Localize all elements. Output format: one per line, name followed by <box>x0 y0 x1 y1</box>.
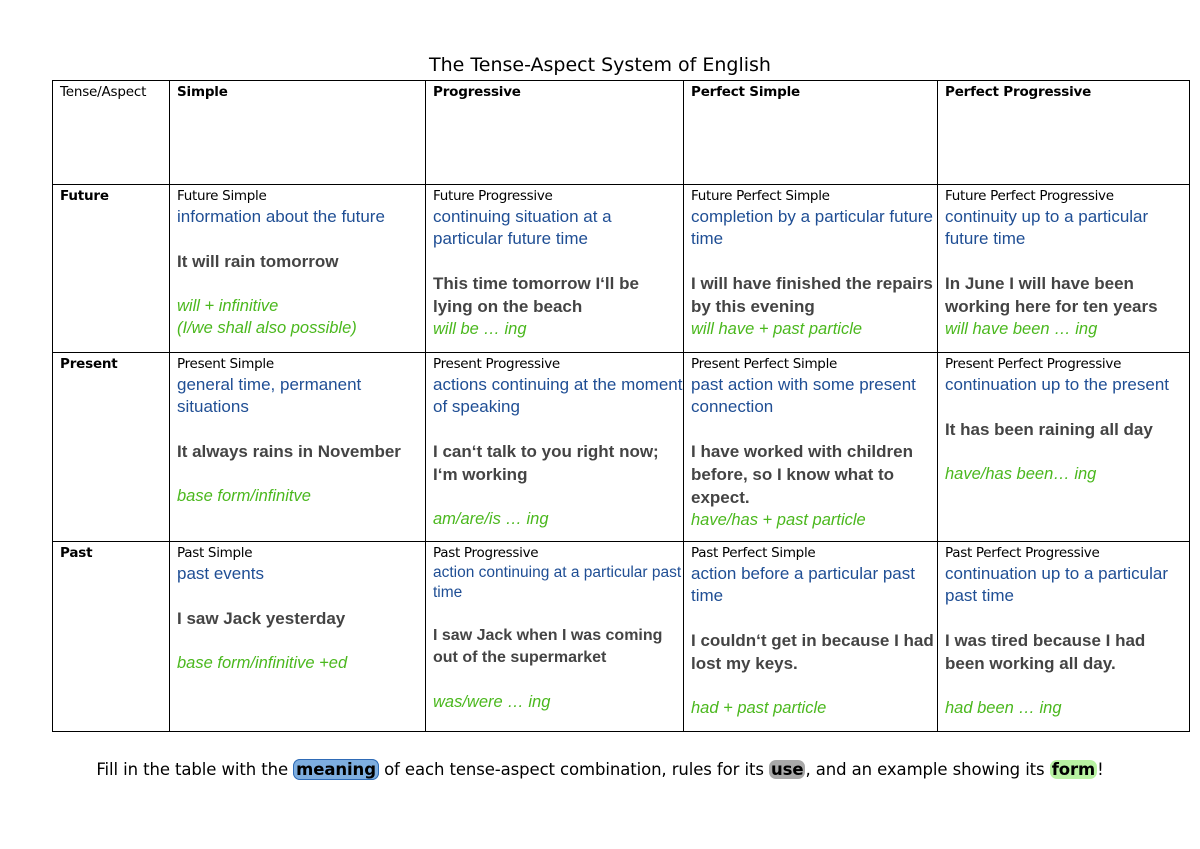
cell-meaning: information about the future <box>177 207 385 226</box>
cell-example: In June I will have been working here for ten years <box>945 274 1158 316</box>
cell-present-progressive <box>426 353 684 542</box>
cell-name: Present Perfect Simple <box>691 356 838 372</box>
col-header-perfect-simple: Perfect Simple <box>684 81 938 185</box>
cell-form: will have been … ing <box>945 320 1098 338</box>
cell-form: base form/infinitve <box>177 487 311 505</box>
cell-past-perfect-simple <box>684 542 938 732</box>
cell-past-perfect-progressive <box>938 542 1190 732</box>
cell-name: Present Perfect Progressive <box>945 356 1122 372</box>
cell-example: I was tired because I had been working all day. <box>945 631 1146 673</box>
table-row-present <box>53 353 1190 542</box>
corner-header: Tense/Aspect <box>53 81 170 185</box>
cell-name: Present Progressive <box>433 356 560 372</box>
cell-past-progressive <box>426 542 684 732</box>
cell-meaning: continuation up to the present <box>945 375 1169 394</box>
cell-present-simple <box>170 353 426 542</box>
cell-example: It has been raining all day <box>945 420 1153 439</box>
cell-form: will + infinitive <box>177 297 279 315</box>
cell-past-simple <box>170 542 426 732</box>
cell-example: I saw Jack when I was coming out of the supermarket <box>433 627 663 666</box>
cell-meaning: continuing situation at a particular future time <box>433 207 612 248</box>
instruction-text: Fill in the table with the meaning of each tense-aspect combination, rules for its use , and an example showing its form ! <box>96 760 1104 779</box>
cell-future-perfect-simple <box>684 185 938 353</box>
cell-name: Past Simple <box>177 545 253 561</box>
cell-form: am/are/is … ing <box>433 510 549 528</box>
cell-example: It always rains in November <box>177 442 401 461</box>
cell-example: I couldn‘t get in because I had lost my keys. <box>691 631 934 673</box>
row-header-present: Present <box>53 353 170 542</box>
cell-form: will have + past particle <box>691 320 863 338</box>
cell-meaning: past action with some present connection <box>691 375 916 416</box>
cell-example: I will have finished the repairs by this evening <box>691 274 933 316</box>
cell-name: Past Perfect Simple <box>691 545 816 561</box>
cell-form: had + past particle <box>691 699 827 717</box>
row-header-past: Past <box>53 542 170 732</box>
cell-meaning: action before a particular past time <box>691 564 915 605</box>
cell-meaning: action continuing at a particular past time <box>433 564 682 601</box>
cell-present-perfect-simple <box>684 353 938 542</box>
cell-example: I saw Jack yesterday <box>177 609 346 628</box>
table-row-past <box>53 542 1190 732</box>
cell-form: had been … ing <box>945 699 1062 717</box>
highlight-meaning: meaning <box>293 759 379 780</box>
table-row-future <box>53 185 1190 353</box>
row-header-future: Future <box>53 185 170 353</box>
cell-future-progressive <box>426 185 684 353</box>
cell-name: Future Perfect Simple <box>691 188 830 204</box>
highlight-form: form <box>1051 760 1096 779</box>
cell-name: Future Progressive <box>433 188 553 204</box>
cell-future-simple <box>170 185 426 353</box>
col-header-progressive: Progressive <box>426 81 684 185</box>
col-header-simple: Simple <box>170 81 426 185</box>
cell-meaning: general time, permanent situations <box>177 375 362 416</box>
cell-meaning: past events <box>177 564 264 583</box>
cell-present-perfect-progressive <box>938 353 1190 542</box>
cell-meaning: continuity up to a particular future time <box>945 207 1149 248</box>
page-title: The Tense-Aspect System of English <box>429 54 771 76</box>
cell-meaning: completion by a particular future time <box>691 207 933 248</box>
cell-form-note: (I/we shall also possible) <box>177 319 357 337</box>
tense-aspect-table <box>52 80 1190 732</box>
cell-example: It will rain tomorrow <box>177 252 339 271</box>
cell-meaning: actions continuing at the moment of speaking <box>433 375 683 416</box>
cell-name: Past Perfect Progressive <box>945 545 1100 561</box>
highlight-use: use <box>770 760 804 779</box>
cell-meaning: continuation up to a particular past time <box>945 564 1169 605</box>
cell-form: will be … ing <box>433 320 527 338</box>
cell-example: I can‘t talk to you right now; I‘m working <box>433 442 659 484</box>
cell-example: This time tomorrow I‘ll be lying on the beach <box>433 274 639 316</box>
cell-example: I have worked with children before, so I know what to expect. <box>691 442 913 507</box>
cell-future-perfect-progressive <box>938 185 1190 353</box>
header-row <box>53 81 1190 185</box>
col-header-perfect-progressive: Perfect Progressive <box>938 81 1190 185</box>
cell-name: Present Simple <box>177 356 274 372</box>
cell-form: base form/infinitive +ed <box>177 654 348 672</box>
cell-name: Future Simple <box>177 188 267 204</box>
cell-name: Future Perfect Progressive <box>945 188 1114 204</box>
cell-form: have/has been… ing <box>945 465 1097 483</box>
cell-form: have/has + past particle <box>691 511 866 529</box>
cell-form: was/were … ing <box>433 693 551 711</box>
cell-name: Past Progressive <box>433 545 539 561</box>
